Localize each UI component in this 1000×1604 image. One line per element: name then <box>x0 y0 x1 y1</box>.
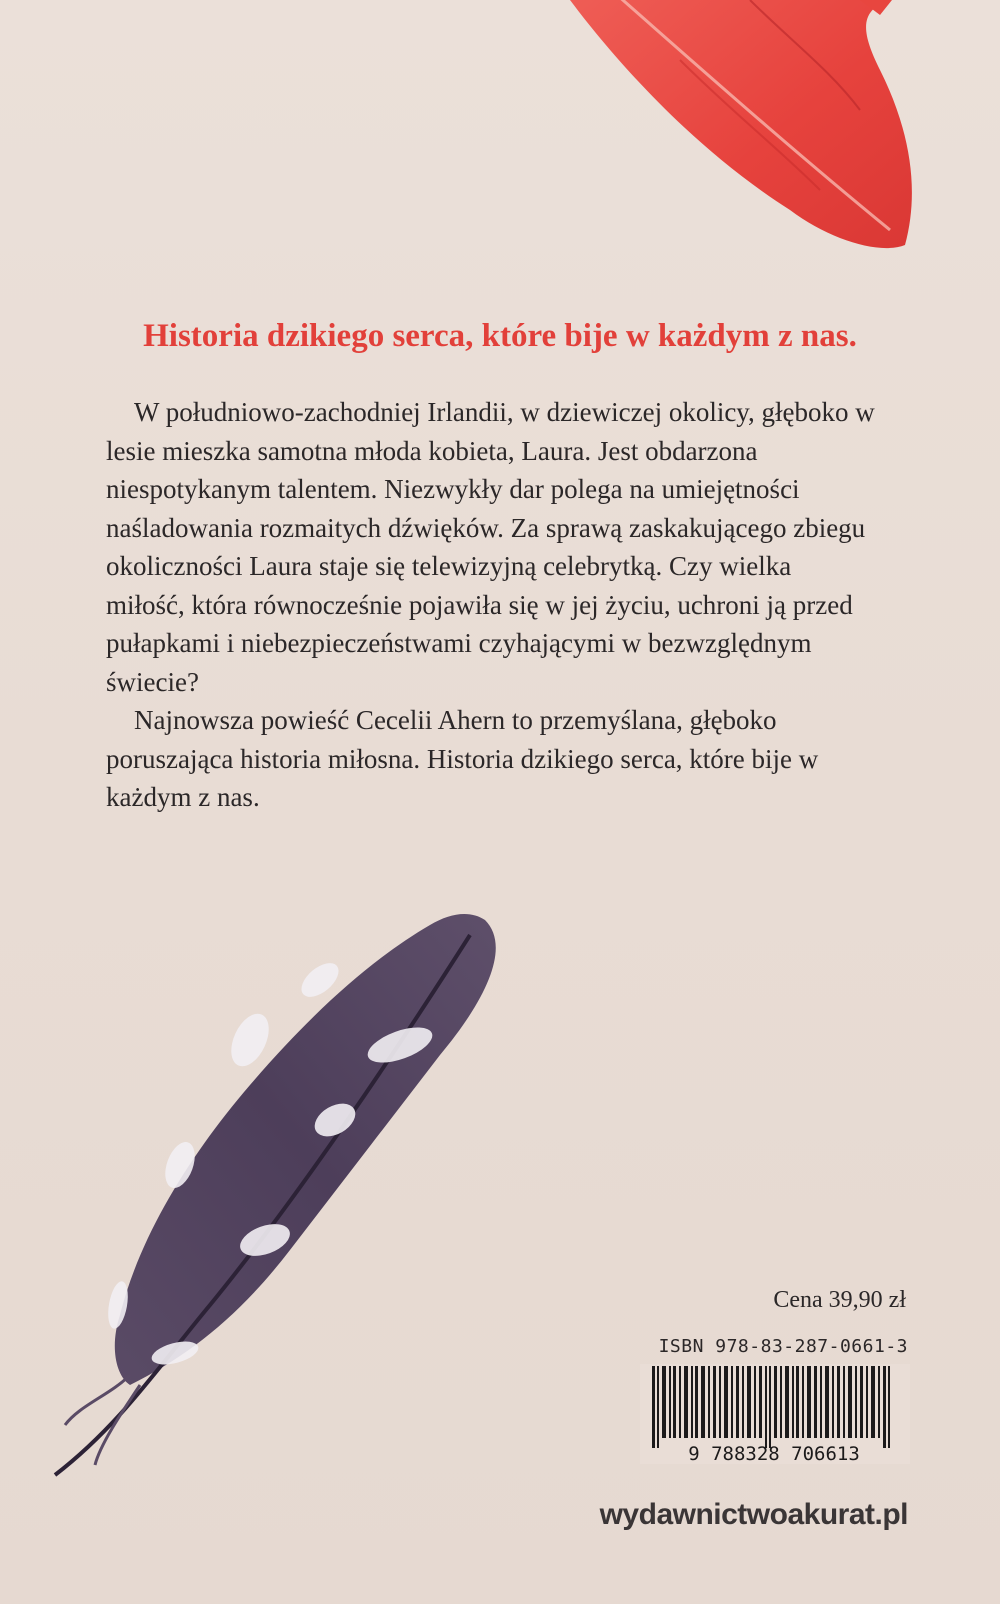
publisher-website: wydawnictwoakurat.pl <box>599 1498 908 1531</box>
isbn-label: ISBN 978-83-287-0661-3 <box>658 1336 908 1357</box>
description-paragraph: Najnowsza powieść Cecelii Ahern to przemyślana, głęboko poruszająca historia miłosna. Historia dzikiego serca, które bije w każdym z nas. <box>106 705 819 812</box>
description-paragraph: W południowo-zachodniej Irlandii, w dziewiczej okolicy, głęboko w lesie mieszka samotna młoda kobieta, Laura. Jest obdarzona niespotykanym talentem. Niezwykły dar polega na umiejętności naśladowania rozmaitych dźwięków. Za sprawą zaskakującego zbiegu okoliczności Laura staje się telewizyjną celebrytką. Czy wielka miłość, która równocześnie pojawiła się w jej życiu, uchroni ją przed pułapkami i niebezpieczeństwami czyhającymi w bezwzględnym świecie? <box>106 397 875 697</box>
tagline: Historia dzikiego serca, które bije w każdym z nas. <box>143 318 857 354</box>
isbn-barcode <box>640 1364 910 1464</box>
price-label: Cena 39,90 zł <box>773 1287 906 1313</box>
barcode-digits: 9 788328 706613 <box>688 1443 860 1464</box>
book-description <box>106 393 876 817</box>
purple-spotted-feather-illustration <box>40 905 510 1525</box>
red-feather-illustration <box>560 0 940 260</box>
